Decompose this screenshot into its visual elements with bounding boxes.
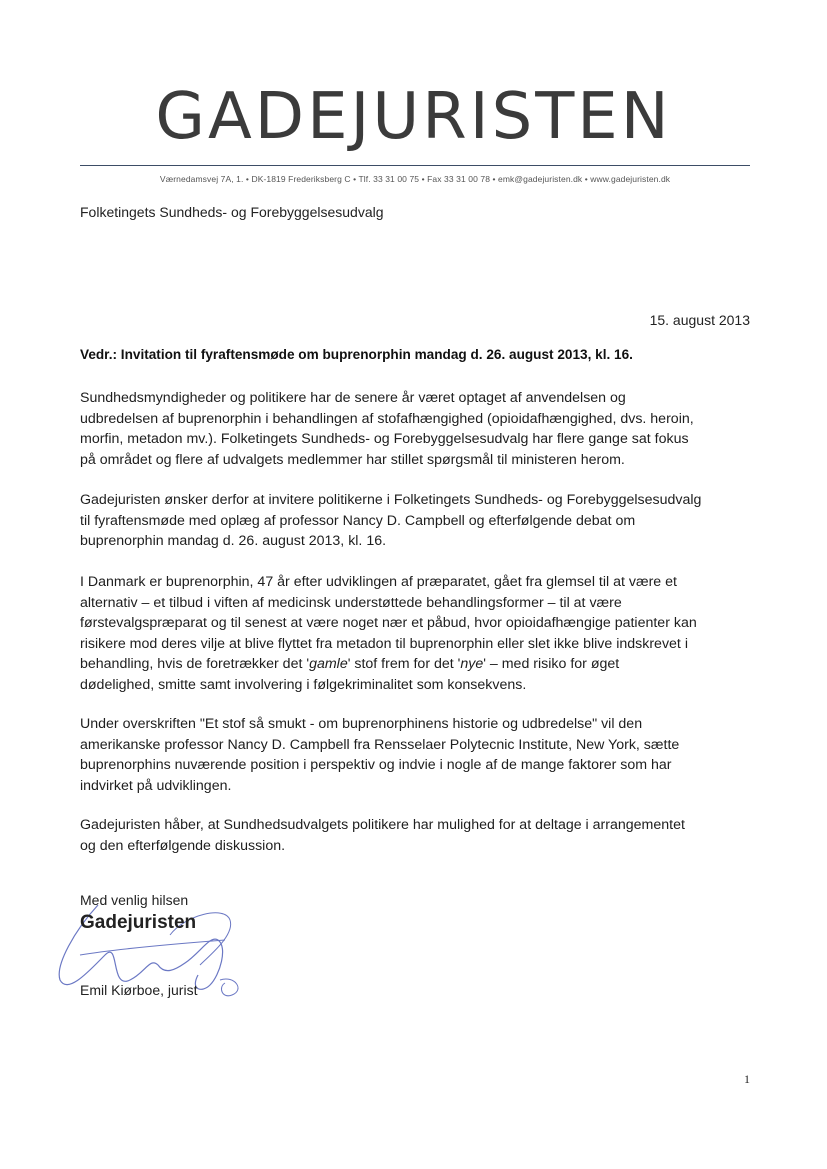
paragraph-line: morfin, metadon mv.). Folketingets Sundheds- og Forebyggelsesudvalg har flere gange sat fokus (80, 431, 689, 447)
paragraph-line: Gadejuristen håber, at Sundhedsudvalgets politikere har mulighed for at deltage i arrangementet (80, 817, 685, 833)
page-number: 1 (744, 1072, 750, 1086)
paragraph-line: indvirket på udviklingen. (80, 777, 232, 794)
paragraph-line: I Danmark er buprenorphin, 47 år efter udviklingen af præparatet, gået fra glemsel til at være et (80, 574, 677, 590)
letterhead-rule (80, 165, 750, 166)
body-paragraph-5 (80, 815, 748, 856)
italic-word-nye: nye (460, 656, 484, 672)
signature-stroke (220, 979, 238, 996)
letter-date: 15. august 2013 (649, 312, 750, 328)
paragraph-line: på området og flere af udvalgets medlemmer har stillet spørgsmål til ministeren herom. (80, 451, 625, 468)
paragraph-line: og den efterfølgende diskussion. (80, 837, 286, 854)
paragraph-line: Gadejuristen ønsker derfor at invitere politikerne i Folketingets Sundheds- og Forebyggelsesudvalg (80, 492, 702, 508)
body-paragraph-3 (80, 572, 748, 695)
paragraph-line (80, 654, 748, 675)
letterhead-logo: GADEJURISTEN (155, 80, 672, 154)
text-segment: ' – med risiko for øget (483, 656, 620, 672)
text-segment: behandling, hvis de foretrækker det ' (80, 656, 310, 672)
signoff-organization: Gadejuristen (80, 912, 197, 933)
paragraph-line: buprenorphin mandag d. 26. august 2013, kl. 16. (80, 533, 387, 549)
italic-word-gamle: gamle (309, 656, 348, 672)
paragraph-line: Under overskriften "Et stof så smukt - om buprenorphinens historie og udbredelse" vil den (80, 716, 643, 732)
paragraph-line: Sundhedsmyndigheder og politikere har de senere år været optaget af anvendelsen og (80, 390, 626, 406)
subject-line: Vedr.: Invitation til fyraftensmøde om buprenorphin mandag d. 26. august 2013, kl. 16. (80, 347, 633, 362)
paragraph-line: alternativ – et tilbud i viften af medicinsk understøttede behandlingsformer – til at være (80, 594, 622, 611)
paragraph-line: udbredelsen af buprenorphin i behandlingen af stofafhængighed (opioidafhængighed, dvs. heroin, (80, 410, 694, 427)
body-paragraph-4 (80, 714, 748, 796)
paragraph-line: risikere mod deres vilje at blive flyttet fra metadon til buprenorphin eller slet ikke blive indskrevet i (80, 635, 688, 652)
signoff-name: Emil Kiørboe, jurist (80, 982, 198, 998)
recipient: Folketingets Sundheds- og Forebyggelsesudvalg (80, 204, 384, 220)
text-segment: ' stof frem for det ' (347, 656, 461, 672)
paragraph-line: førstevalgspræparat og til senest at være noget nær et påbud, hvor opioidafhængige patienter kan (80, 615, 697, 631)
body-paragraph-1 (80, 388, 748, 470)
paragraph-line: dødelighed, smitte samt involvering i følgekriminalitet som konsekvens. (80, 676, 527, 693)
letterhead-address: Værnedamsvej 7A, 1. • DK-1819 Frederiksberg C • Tlf. 33 31 00 75 • Fax 33 31 00 78 • emk@gadejuristen.dk • www.gadejuristen.dk (159, 174, 671, 184)
body-paragraph-2 (80, 490, 748, 552)
signoff-greeting: Med venlig hilsen (80, 892, 189, 908)
paragraph-line: til fyraftensmøde med oplæg af professor Nancy D. Campbell og efterfølgende debat om (80, 512, 636, 529)
paragraph-line: amerikanske professor Nancy D. Campbell fra Rensselaer Polytecnic Institute, New York, sætte (80, 736, 680, 753)
paragraph-line: buprenorphins nuværende position i perspektiv og indvie i nogle af de mange faktorer som har (80, 757, 672, 773)
